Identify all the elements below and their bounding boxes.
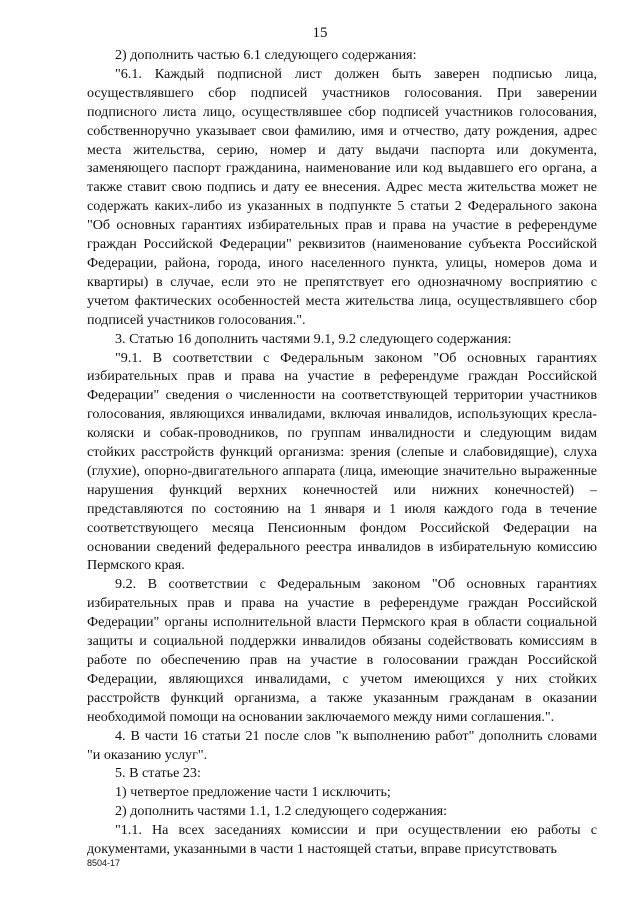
paragraph: 1) четвертое предложение части 1 исключить;	[115, 784, 391, 801]
paragraph: 2) дополнить частью 6.1 следующего содержания:	[115, 47, 417, 63]
paragraph: "6.1. Каждый подписной лист должен быть заверен подписью лица, осуществлявшего сбор подписей участников голосования. При заверении подписного листа лицо, осуществлявшее сбор подписей участников голосования, собственноручно указывает свои фамилию, имя и отчество, дату рождения, адрес места жительства, серию, номер и дату выдачи паспорта или документа, заменяющего паспорт гражданина, наименование или код выдавшего его органа, а также ставит свою подпись и дату ее внесения. Адрес места жительства может не содержать каких-либо из указанных в подпункте 5 статьи 2 Федерального закона "Об основных гарантиях избирательных прав и права на участие в референдуме граждан Российской Федерации" реквизитов (наименование субъекта Российской Федерации, района, города, иного населенного пункта, улицы, номеров дома и квартиры) в случае, если это не препятствует его однозначному восприятию с учетом фактических особенностей места жительства лица, осуществлявшего сбор подписей участников голосования.".	[87, 65, 597, 328]
paragraph: 5. В статье 23:	[115, 765, 201, 782]
paragraph: 3. Статью 16 дополнить частями 9.1, 9.2 следующего содержания:	[115, 330, 512, 347]
footer-document-code: 8504-17	[87, 858, 121, 868]
paragraph: 2) дополнить частями 1.1, 1.2 следующего содержания:	[115, 803, 448, 820]
document-body	[87, 46, 597, 859]
paragraph: "9.1. В соответствии с Федеральным законом "Об основных гарантиях избирательных прав и права на участие в референдуме граждан Российской Федерации" сведения о численности на соответствующей территории участников голосования, являющихся инвалидами, включая инвалидов, использующих кресла-коляски и собак-проводников, по группам инвалидности и следующим видам стойких расстройств функций организма: зрения (слепые и слабовидящие), слуха (глухие), опорно-двигательного аппарата (лица, имеющие значительно выраженные нарушения функций верхних конечностей или нижних конечностей) – представляются по состоянию на 1 января и 1 июля каждого года в течение соответствующего месяца Пенсионным фондом Российской Федерации на основании сведений федерального реестра инвалидов в избирательную комиссию Пермского края.	[87, 349, 597, 574]
page-number: 15	[312, 25, 328, 41]
paragraph: 4. В части 16 статьи 21 после слов "к выполнению работ" дополнить словами "и оказанию услуг".	[87, 727, 597, 763]
paragraph: "1.1. На всех заседаниях комиссии и при осуществлении ею работы с документами, указанными в части 1 настоящей статьи, вправе присутствовать	[87, 822, 597, 858]
paragraph: 9.2. В соответствии с Федеральным законом "Об основных гарантиях избирательных прав и права на участие в референдуме граждан Российской Федерации" органы исполнительной власти Пермского края в области социальной защиты и социальной поддержки инвалидов обязаны содействовать комиссиям в работе по обеспечению прав на участие в голосовании граждан Российской Федерации, являющихся инвалидами, с учетом имеющихся у них стойких расстройств функций организма, а также указанным гражданам в оказании необходимой помощи на основании заключаемого между ними соглашения.".	[87, 576, 597, 725]
